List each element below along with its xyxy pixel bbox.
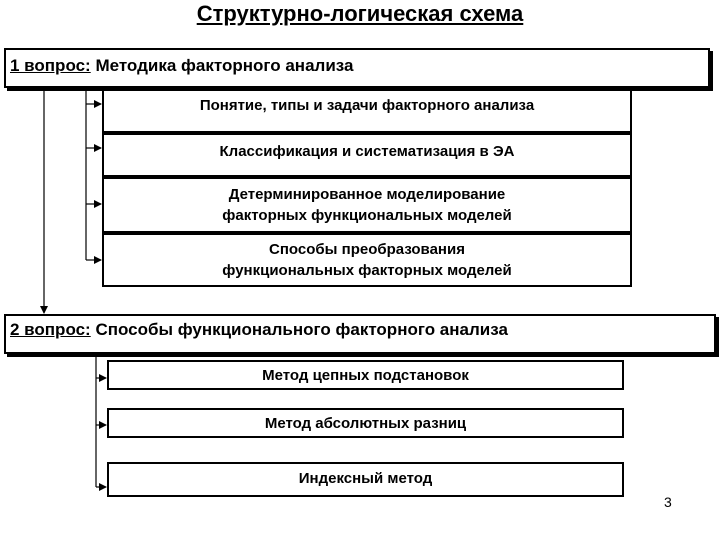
q1-item-1: Понятие, типы и задачи факторного анализа	[102, 89, 632, 133]
question-2-text: Способы функционального факторного анализа	[90, 320, 508, 339]
q1-item-3: Детерминированное моделирование факторных функциональных моделей	[102, 177, 632, 233]
question-1-text: Методика факторного анализа	[90, 56, 354, 75]
page-title: Структурно-логическая схема	[196, 1, 524, 26]
question-1-number: 1 вопрос:	[10, 56, 91, 75]
question-2-box	[4, 314, 716, 354]
page-number: 3	[664, 494, 672, 510]
q2-item-2: Метод абсолютных разниц	[107, 408, 624, 438]
question-1-box	[4, 48, 710, 88]
question-2-number: 2 вопрос:	[10, 320, 91, 339]
q1-item-4: Способы преобразования функциональных факторных моделей	[102, 233, 632, 287]
q2-item-3: Индексный метод	[107, 462, 624, 497]
q1-item-2: Классификация и систематизация в ЭА	[102, 133, 632, 177]
q2-item-1: Метод цепных подстановок	[107, 360, 624, 390]
